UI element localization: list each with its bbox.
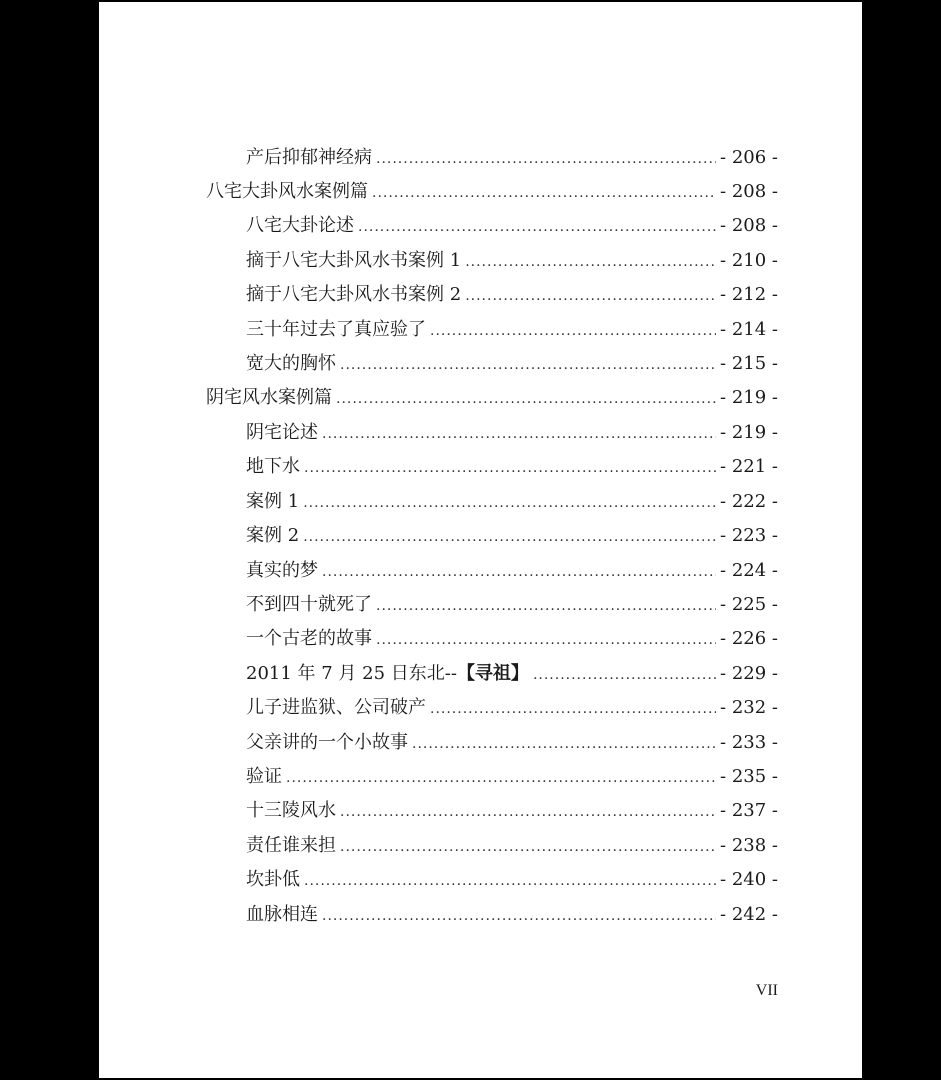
toc-entry-title: 十三陵风水 [246,800,336,821]
toc-entry [246,246,778,276]
toc-section-title: 阴宅风水案例篇 [206,387,332,408]
toc-entry [246,831,778,861]
toc-entry [246,659,778,689]
toc-entry-title: 坎卦低 [246,869,300,890]
toc-entry [246,143,778,173]
toc-entry-title: 不到四十就死了 [246,594,372,615]
page-folio: VII [755,982,778,999]
toc-dot-leader [322,557,716,586]
toc-entry-page: - 238 - [720,835,778,856]
toc-entry [246,556,778,586]
toc-entry [246,211,778,241]
toc-entry [246,521,778,551]
toc-entry [246,762,778,792]
toc-entry-page: - 233 - [720,732,778,753]
toc-dot-leader [376,591,716,620]
toc-entry-page: - 219 - [720,422,778,443]
toc-section-page: - 208 - [720,181,778,202]
toc-entry [246,900,778,930]
toc-entry-title: 儿子进监狱、公司破产 [246,697,426,718]
toc-entry [246,315,778,345]
toc-dot-leader [430,694,716,723]
toc-entry-title: 父亲讲的一个小故事 [246,732,408,753]
toc-entry-title: 一个古老的故事 [246,628,372,649]
toc-entry-page: - 215 - [720,353,778,374]
toc-dot-leader [304,453,716,482]
toc-entry-title: 案例 1 [246,491,300,512]
toc-dot-leader [286,763,716,792]
toc-entry-title: 摘于八宅大卦风水书案例 2 [246,284,462,305]
toc-dot-leader [322,901,716,930]
toc-dot-leader [533,660,716,689]
toc-entry-page: - 242 - [720,904,778,925]
toc-entry-page: - 214 - [720,319,778,340]
toc-entry-title: 真实的梦 [246,560,318,581]
toc-dot-leader [372,178,716,207]
toc-entry-page: - 223 - [720,525,778,546]
toc-dot-leader [465,247,716,276]
toc-entry-page: - 212 - [720,284,778,305]
toc-entry-title: 阴宅论述 [246,422,318,443]
toc-dot-leader [303,522,716,551]
toc-entry [246,280,778,310]
toc-entry [246,487,778,517]
toc-dot-leader [340,350,716,379]
toc-entry-page: - 240 - [720,869,778,890]
book-page [99,2,862,1078]
toc-entry [246,418,778,448]
toc-entry-page: - 225 - [720,594,778,615]
toc-entry [246,865,778,895]
toc-entry-title: 责任谁来担 [246,835,336,856]
toc-entry-title [246,659,533,689]
toc-entry-page: - 229 - [720,663,778,684]
toc-section-title: 八宅大卦风水案例篇 [206,181,368,202]
toc-entry [246,796,778,826]
toc-entry-page: - 208 - [720,215,778,236]
toc-dot-leader [430,316,716,345]
toc-entry-title: 血脉相连 [246,904,318,925]
toc-entry-title: 地下水 [246,456,300,477]
toc-section [206,383,778,413]
toc-dot-leader [336,384,716,413]
toc-entry [246,624,778,654]
toc-entry-title: 三十年过去了真应验了 [246,319,426,340]
toc-dot-leader [304,866,716,895]
toc-entry-title: 摘于八宅大卦风水书案例 1 [246,250,462,271]
toc-entry-title: 宽大的胸怀 [246,353,336,374]
toc-dot-leader [412,729,716,758]
toc-entry [246,728,778,758]
toc-dot-leader [358,212,716,241]
toc-dot-leader [322,419,716,448]
toc-dot-leader [340,832,716,861]
toc-entry-title: 产后抑郁神经病 [246,147,372,168]
toc-dot-leader [340,797,716,826]
toc-entry-title: 案例 2 [246,525,300,546]
toc-entry [246,452,778,482]
toc-entry-title-text: 2011 年 7 月 25 日东北-- [246,663,457,684]
toc-dot-leader [376,625,716,654]
toc-entry-title-bracket: 【寻祖】 [456,663,529,684]
toc-section [206,177,778,207]
toc-entry [246,693,778,723]
toc-entry-page: - 224 - [720,560,778,581]
toc-entry-page: - 237 - [720,800,778,821]
toc-entry-title: 八宅大卦论述 [246,215,354,236]
toc-entry-page: - 206 - [720,147,778,168]
toc-dot-leader [376,144,716,173]
toc-entry-page: - 221 - [720,456,778,477]
toc-entry [246,590,778,620]
toc-dot-leader [303,488,716,517]
toc-entry-page: - 226 - [720,628,778,649]
toc-entry-title: 验证 [246,766,282,787]
toc-entry-page: - 210 - [720,250,778,271]
toc-entry-page: - 222 - [720,491,778,512]
toc-entry-page: - 232 - [720,697,778,718]
toc-section-page: - 219 - [720,387,778,408]
toc-entry [246,349,778,379]
toc-dot-leader [465,281,716,310]
toc-entry-page: - 235 - [720,766,778,787]
